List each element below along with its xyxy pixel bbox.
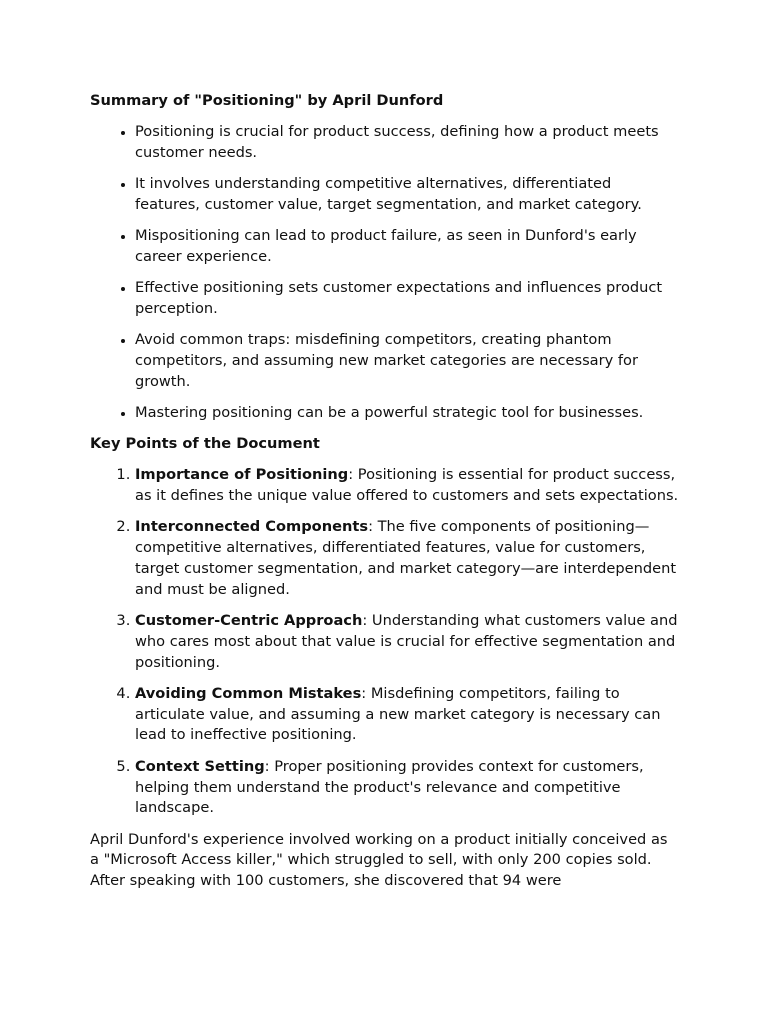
key-point-term: Context Setting [135,757,265,775]
key-point-term: Avoiding Common Mistakes [135,684,362,702]
key-points-list [90,465,680,819]
key-point-text: : The five components of positioning—competitive alternatives, differentiated features, value for customers, target customer segmentation, and market category—are interdependent and must be aligned. [135,518,677,598]
key-point-text: : Proper positioning provides context for customers, helping them understand the product's relevance and competitive landscape. [135,757,644,817]
key-points-heading: Key Points of the Document [90,435,320,453]
summary-bullet-list [90,122,680,424]
summary-heading: Summary of "Positioning" by April Dunford [90,92,444,109]
key-point-item [135,517,680,600]
key-point-term: Importance of Positioning [135,466,349,484]
key-point-text: : Positioning is essential for product success, as it defines the unique value offered to customers and sets expectations. [135,466,679,504]
key-point-item [135,684,680,746]
summary-bullet: • It involves understanding competitive alternatives, differentiated features, customer value, target segmentation, and market category. [135,174,680,216]
summary-bullet: • Avoid common traps: misdefining competitors, creating phantom competitors, and assuming new market categories are necessary for growth. [135,330,680,392]
key-point-item [135,465,680,507]
key-point-item [135,611,680,673]
closing-paragraph: April Dunford's experience involved working on a product initially conceived as a "Microsoft Access killer," which struggled to sell, with only 200 copies sold. After speaking with 100 customers, she discovered that 94 were [90,830,668,890]
summary-bullet: • Effective positioning sets customer expectations and influences product perception. [135,278,680,320]
summary-bullet: • Positioning is crucial for product success, defining how a product meets customer needs. [135,122,680,164]
key-point-term: Interconnected Components [135,518,369,536]
summary-bullet: • Mastering positioning can be a powerful strategic tool for businesses. [135,403,680,424]
key-point-item [135,757,680,819]
key-point-term: Customer-Centric Approach [135,611,363,629]
key-point-text: : Understanding what customers value and who cares most about that value is crucial for effective segmentation and positioning. [135,611,678,671]
document-page [90,91,680,892]
summary-bullet: • Mispositioning can lead to product failure, as seen in Dunford's early career experience. [135,226,680,268]
key-point-text: : Misdefining competitors, failing to articulate value, and assuming a new market category is necessary can lead to ineffective positioning. [135,684,661,744]
